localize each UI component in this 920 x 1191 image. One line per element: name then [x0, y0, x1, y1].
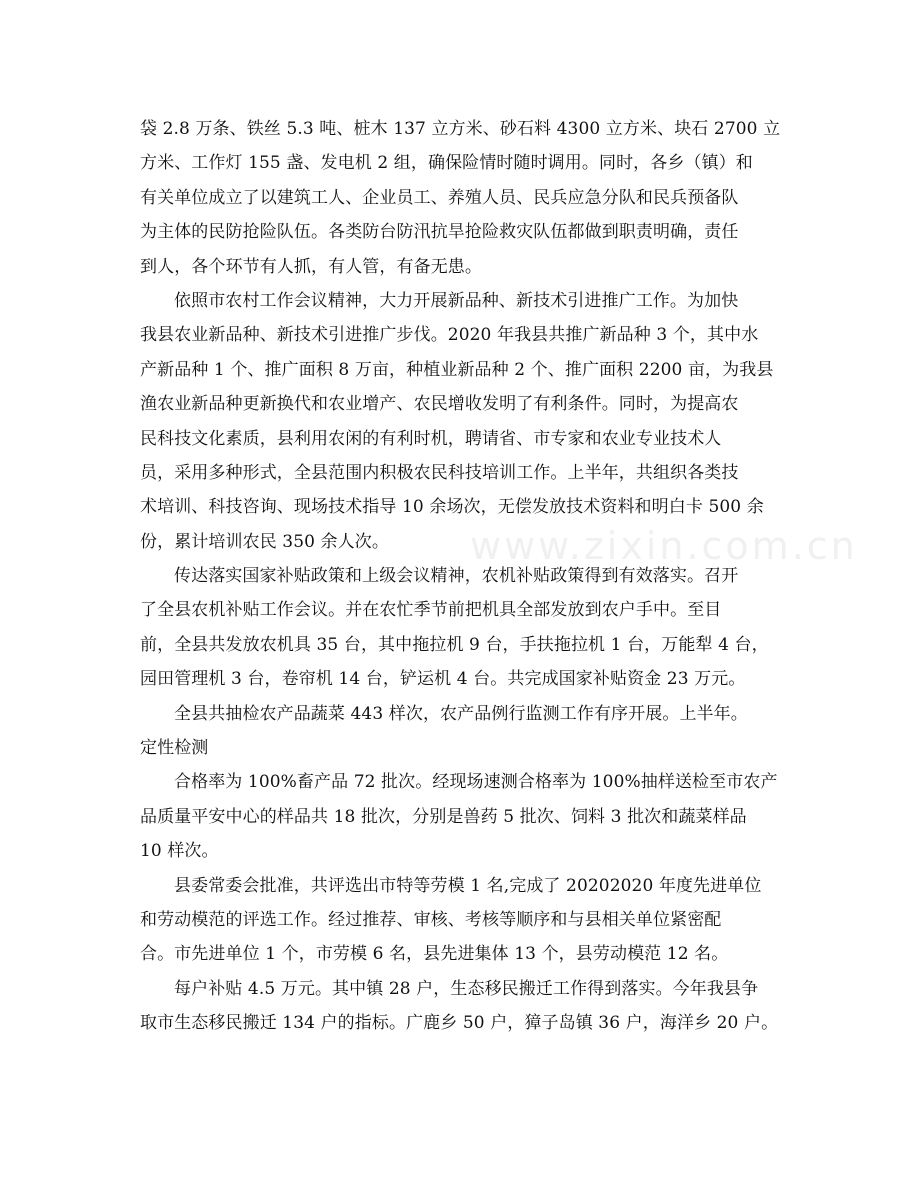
paragraph-start-line: 县委常委会批准，共评选出市特等劳模 1 名,完成了 20202020 年度先进单位 — [174, 875, 762, 896]
text-line: 10 样次。 — [140, 841, 219, 862]
text-line: 取市生态移民搬迁 134 户的指标。广鹿乡 50 户，獐子岛镇 36 户，海洋乡 20 户。 — [140, 1013, 779, 1034]
text-line: 产新品种 1 个、推广面积 8 万亩，种植业新品种 2 个、推广面积 2200 亩，为我县 — [140, 359, 774, 380]
paragraph-start-line: 传达落实国家补贴政策和上级会议精神，农机补贴政策得到有效落实。召开 — [174, 566, 739, 587]
text-line: 到人，各个环节有人抓，有人管，有备无患。 — [140, 256, 482, 277]
text-line: 术培训、科技咨询、现场技术指导 10 余场次，无偿发放技术资料和明白卡 500 余 — [140, 497, 764, 518]
text-line: 前，全县共发放农机具 35 台，其中拖拉机 9 台，手扶拖拉机 1 台，万能犁 4 台， — [140, 634, 769, 655]
text-line: 渔农业新品种更新换代和农业增产、农民增收发明了有利条件。同时，为提高农 — [140, 394, 739, 415]
text-line: 方米、工作灯 155 盏、发电机 2 组，确保险情时随时调用。同时，各乡（镇）和 — [140, 153, 753, 174]
paragraph-start-line: 每户补贴 4.5 万元。其中镇 28 户，生态移民搬迁工作得到落实。今年我县争 — [174, 978, 759, 999]
text-line: 定性检测 — [140, 738, 209, 759]
text-line: 我县农业新品种、新技术引进推广步伐。2020 年我县共推广新品种 3 个，其中水 — [140, 325, 759, 346]
text-line: 员，采用多种形式，全县范围内积极农民科技培训工作。上半年，共组织各类技 — [140, 462, 739, 483]
text-line: 有关单位成立了以建筑工人、企业员工、养殖人员、民兵应急分队和民兵预备队 — [140, 187, 739, 208]
text-line: 和劳动模范的评选工作。经过推荐、审核、考核等顺序和与县相关单位紧密配 — [140, 909, 722, 930]
paragraph-start-line: 依照市农村工作会议精神，大力开展新品种、新技术引进推广工作。为加快 — [174, 290, 739, 311]
paragraph-start-line: 合格率为 100%畜产品 72 批次。经现场速测合格率为 100%抽样送检至市农产 — [174, 772, 778, 793]
text-line: 袋 2.8 万条、铁丝 5.3 吨、桩木 137 立方米、砂石料 4300 立方米、块石 2700 立 — [140, 119, 781, 139]
text-line: 为主体的民防抢险队伍。各类防台防汛抗旱抢险救灾队伍都做到职责明确，责任 — [140, 222, 739, 243]
watermark: www.zixin.com.cn — [470, 524, 858, 568]
text-line: 合。市先进单位 1 个，市劳模 6 名，县先进集体 13 个，县劳动模范 12 名。 — [140, 944, 729, 965]
text-line: 园田管理机 3 台，卷帘机 14 台，铲运机 4 台。共完成国家补贴资金 23 万元。 — [140, 669, 746, 690]
paragraph-start-line: 全县共抽检农产品蔬菜 443 样次，农产品例行监测工作有序开展。上半年。 — [174, 703, 748, 724]
text-line: 品质量平安中心的样品共 18 批次，分别是兽药 5 批次、饲料 3 批次和蔬菜样品 — [140, 806, 747, 827]
text-line: 了全县农机补贴工作会议。并在农忙季节前把机具全部发放到农户手中。至目 — [140, 600, 722, 621]
text-line: 民科技文化素质，县利用农闲的有利时机，聘请省、市专家和农业专业技术人 — [140, 428, 722, 449]
body-text — [140, 112, 780, 1041]
text-line: 份，累计培训农民 350 余人次。 — [140, 531, 389, 552]
